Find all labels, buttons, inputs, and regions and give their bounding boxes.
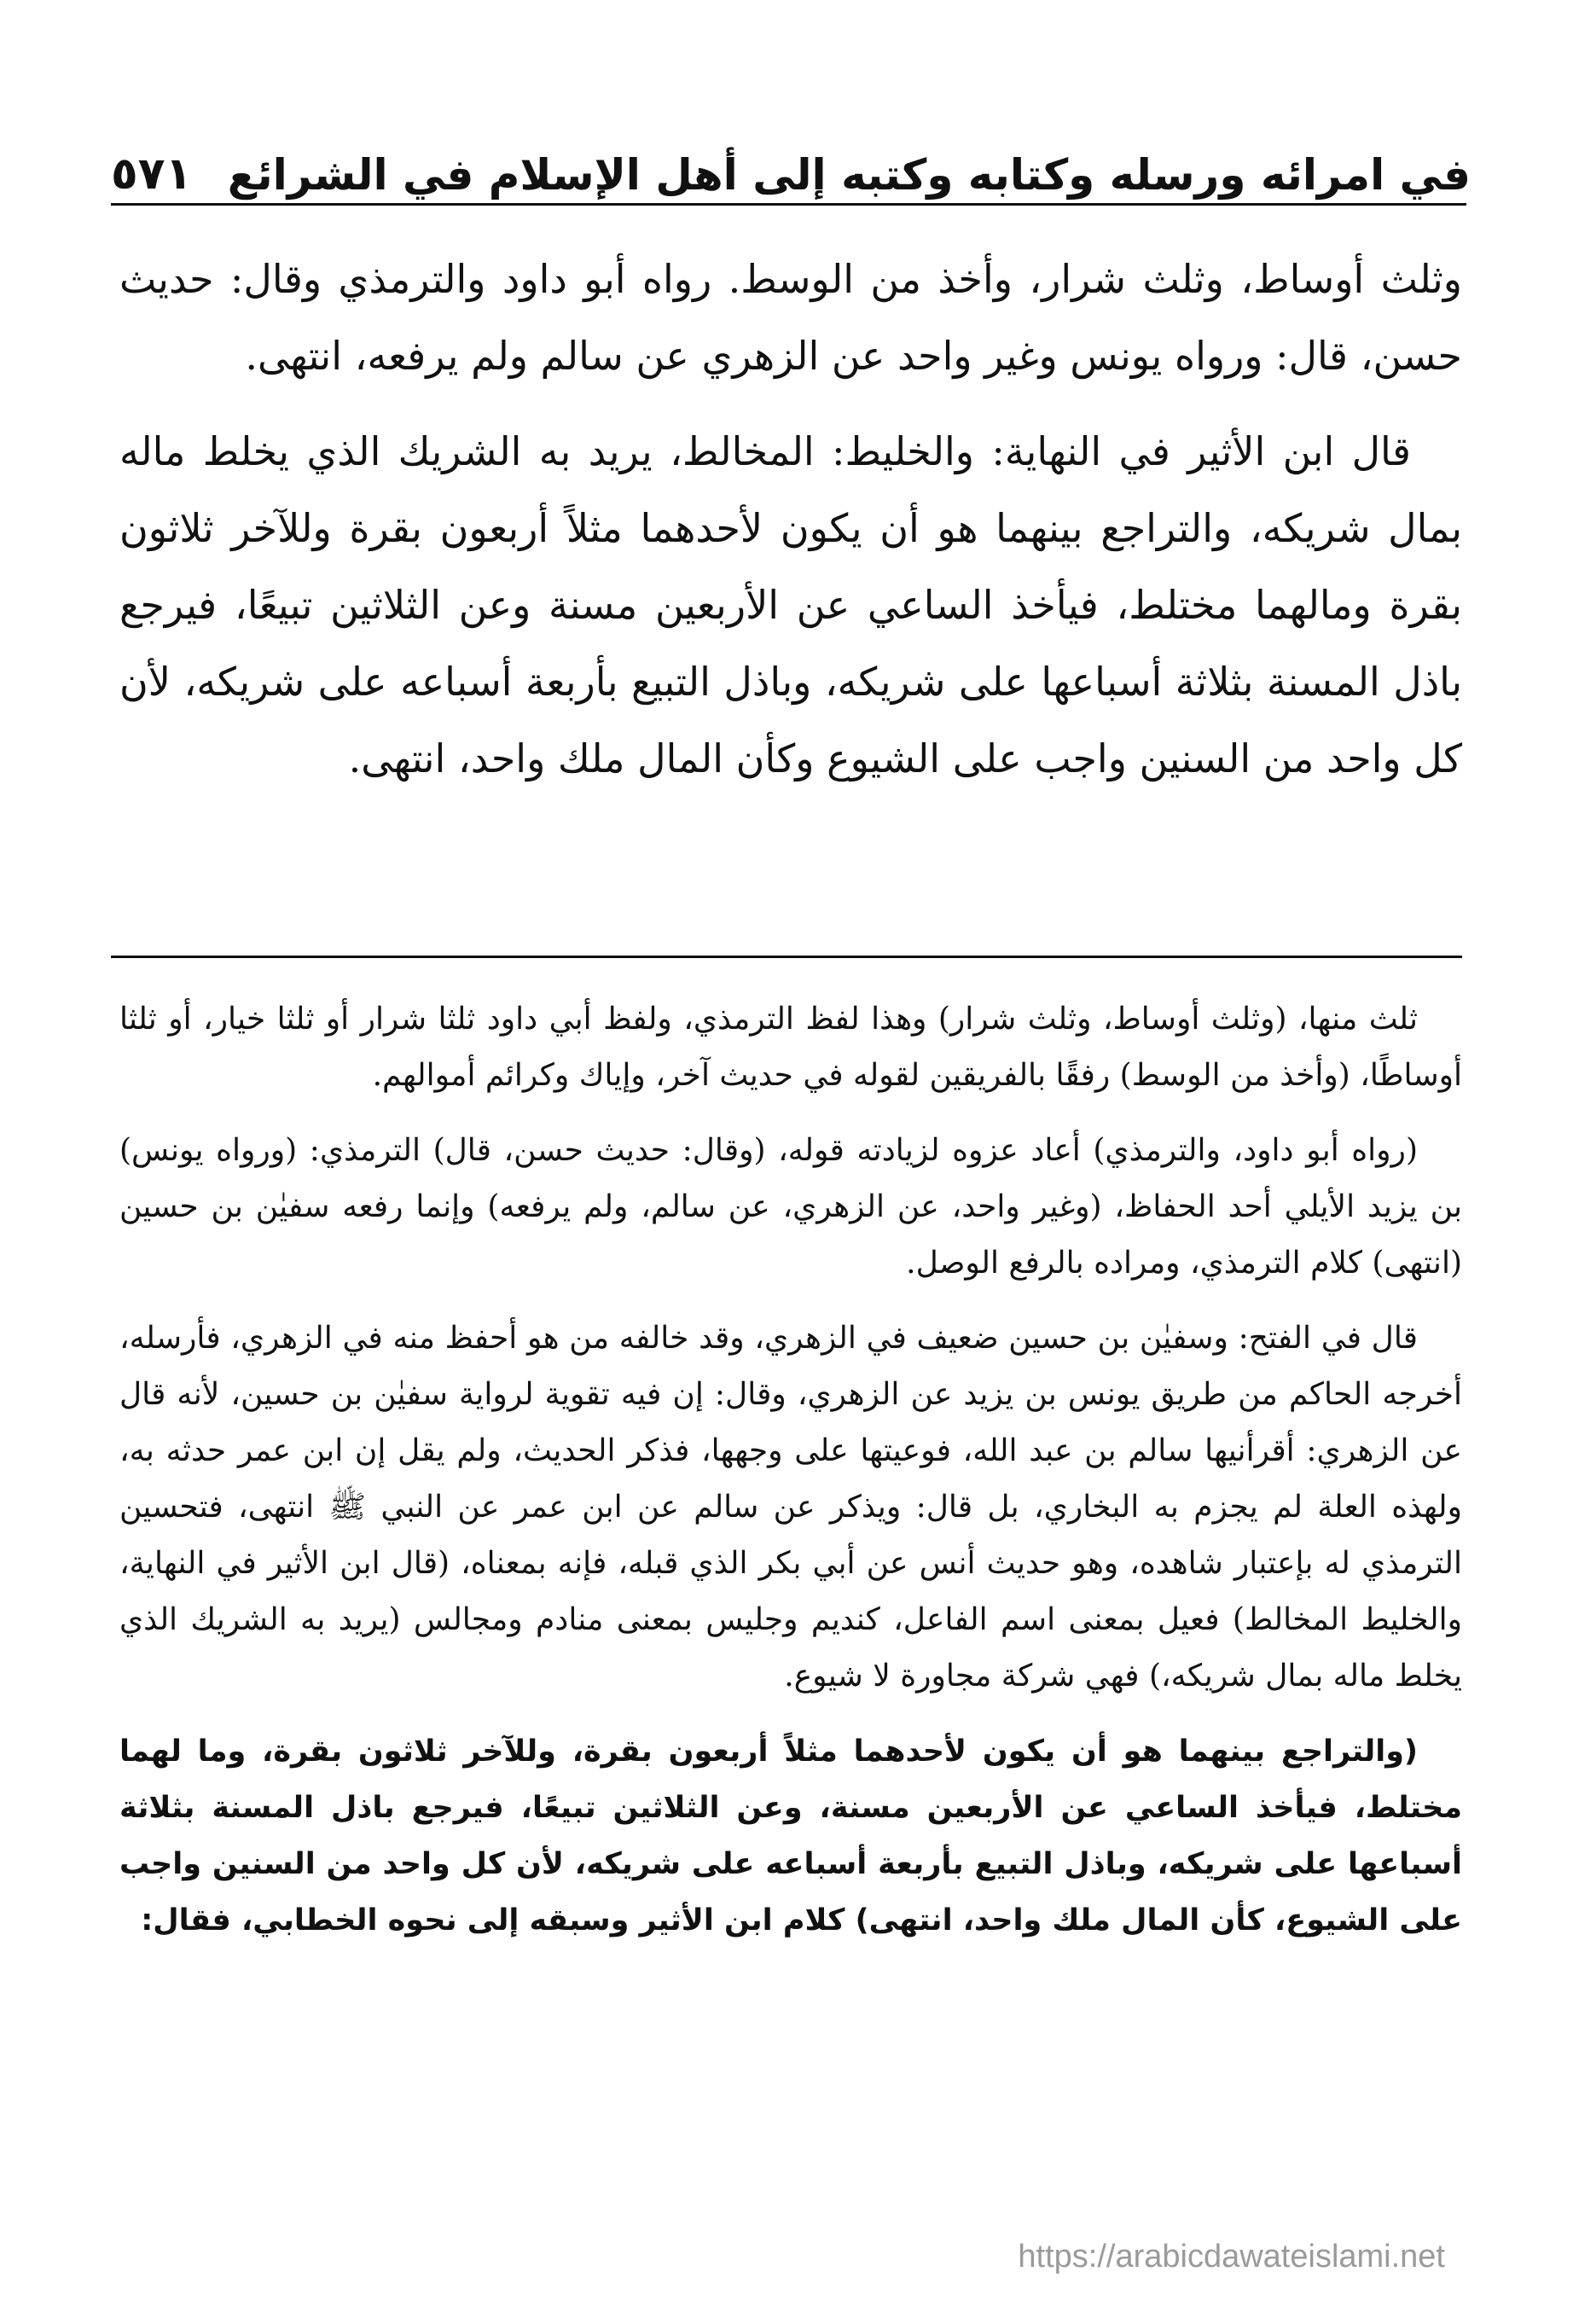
commentary-paragraph: قال في الفتح: وسفيٰن بن حسين ضعيف في الزهري، وقد خالفه من هو أحفظ منه في الزهري، فأرسله، أخرجه الحاكم من طريق يونس بن يزيد عن الزهري، وقال: إن فيه تقوية لرواية سفيٰن بن حسين، لأنه قال عن الزهري: أقرأنيها سالم بن عبد الله، فوعيتها على وجهها، فذكر الحديث، ولم يقل إن ابن عمر حدثه به، ولهذه العلة لم يجزم به البخاري، بل قال: ويذكر عن سالم عن ابن عمر عن النبي ﷺ انتهى، فتحسين الترمذي له بإعتبار شاهده، وهو حديث أنس عن أبي بكر الذي قبله، فإنه بمعناه، (قال ابن الأثير في النهاية، والخليط المخالط) فعيل بمعنى اسم الفاعل، كنديم وجليس بمعنى منادم ومجالس (يريد به الشريك الذي يخلط ماله بمال شريكه،) فهي شركة مجاورة لا شيوع. [119, 1321, 1462, 1694]
commentary-text [119, 991, 1462, 1967]
running-title: في امرائه ورسله وكتابه وكتبه إلى أهل الإسلام في الشرائع [227, 150, 1471, 200]
page-number: ٥٧١ [111, 148, 193, 200]
commentary-paragraph: ثلث منها، (وثلث أوساط، وثلث شرار) وهذا لفظ الترمذي، ولفظ أبي داود ثلثا شرار أو ثلثا خيار، أو ثلثا أوساطًا، (وأخذ من الوسط) رفقًا بالفريقين لقوله في حديث آخر، وإياك وكرائم أموالهم. [119, 1002, 1462, 1093]
commentary-paragraph: (رواه أبو داود، والترمذي) أعاد عزوه لزيادته قوله، (وقال: حديث حسن، قال) الترمذي: (ورواه يونس) بن يزيد الأيلي أحد الحفاظ، (وغير واحد، عن الزهري، عن سالم، ولم يرفعه) وإنما رفعه سفيٰن بن حسين (انتهى) كلام الترمذي، ومراده بالرفع الوصل. [119, 1133, 1462, 1281]
commentary-paragraph: (والتراجع بينهما هو أن يكون لأحدهما مثلاً أربعون بقرة، وللآخر ثلاثون بقرة، وما لهما مختلط، فيأخذ الساعي عن الأربعين مسنة، وعن الثلاثين تبيعًا، فيرجع باذل المسنة بثلاثة أسباعها على شريكه، وباذل التبيع بأربعة أسباعه على شريكه، لأن كل واحد من السنين واجب على الشيوع، كأن المال ملك واحد، انتهى) كلام ابن الأثير وسبقه إلى نحوه الخطابي، فقال: [119, 1734, 1462, 1938]
main-paragraph: قال ابن الأثير في النهاية: والخليط: المخالط، يريد به الشريك الذي يخلط ماله بمال شريكه، والتراجع بينهما هو أن يكون لأحدهما مثلاً أربعون بقرة وللآخر ثلاثون بقرة ومالهما مختلط، فيأخذ الساعي عن الأربعين مسنة وعن الثلاثين تبيعًا، فيرجع باذل المسنة بثلاثة أسباعها على شريكه، وباذل التبيع بأربعة أسباعه على شريكه، لأن كل واحد من السنين واجب على الشيوع وكأن المال ملك واحد، انتهى. [119, 428, 1462, 781]
page-header [111, 128, 1471, 200]
watermark-url: https://arabicdawateislami.net [1018, 2239, 1445, 2275]
header-rule [111, 203, 1466, 206]
main-paragraph: وثلث أوساط، وثلث شرار، وأخذ من الوسط. رواه أبو داود والترمذي وقال: حديث حسن، قال: ورواه يونس وغير واحد عن الزهري عن سالم ولم يرفعه، انتهى. [119, 256, 1462, 379]
main-text [119, 241, 1462, 816]
footnote-separator [111, 956, 1462, 958]
